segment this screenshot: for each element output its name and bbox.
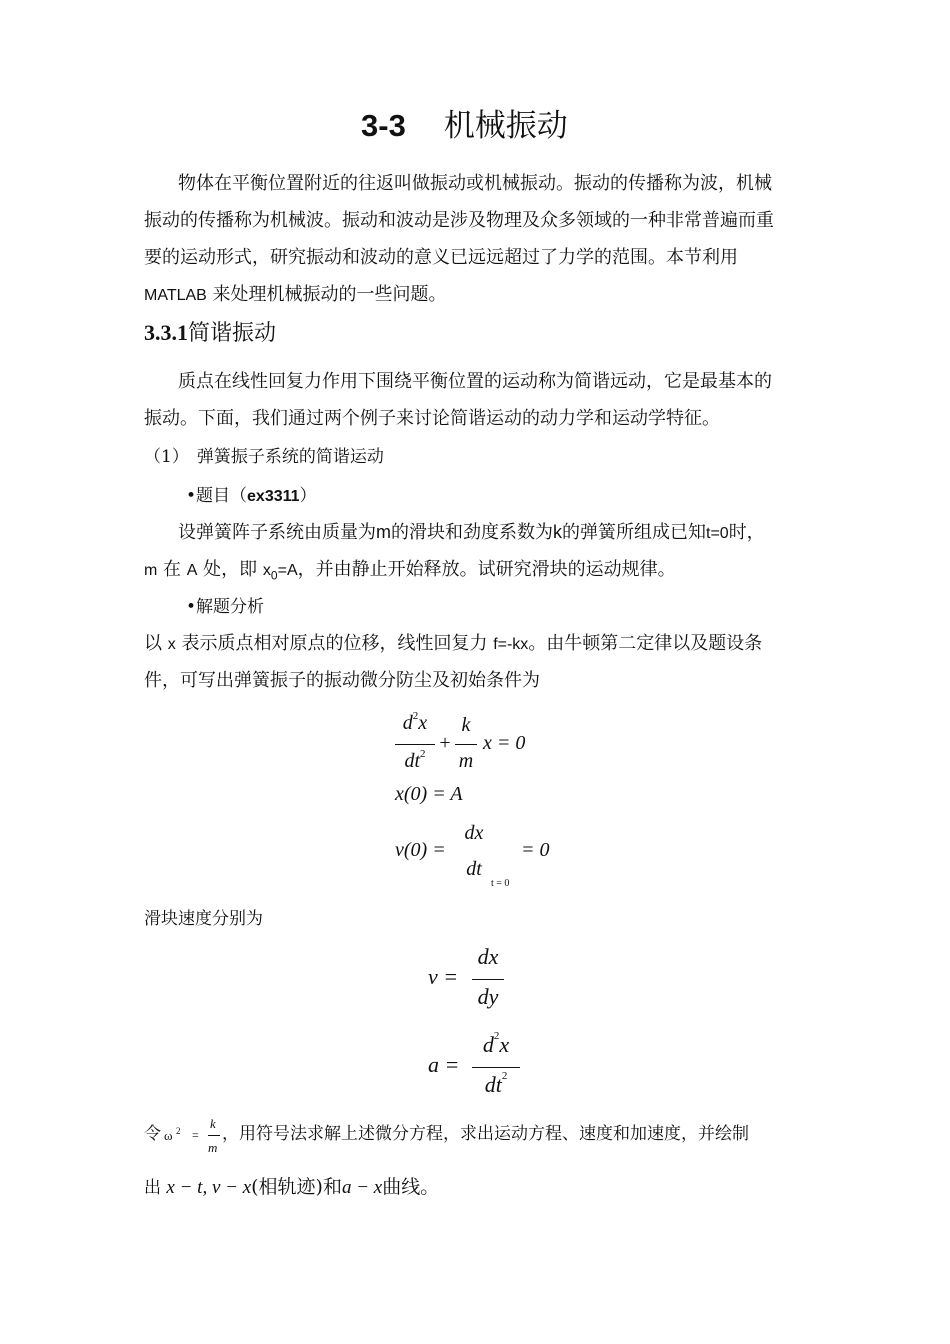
section-number: 3.3.1	[144, 320, 188, 345]
matlab-word: MATLAB	[144, 287, 207, 304]
problem-label: 题目（	[196, 486, 248, 506]
intro-line-2: 振动的传播称为机械波。振动和波动是涉及物理及众多领域的一种非常普遍而重	[144, 210, 774, 231]
analysis-line-2: 件，可写出弹簧振子的振动微分防尘及初始条件为	[144, 670, 540, 691]
analysis-heading	[186, 595, 264, 619]
eq4-den: dy	[477, 984, 499, 1009]
eq5-bar	[472, 1067, 520, 1068]
title-number: 3-3	[361, 108, 406, 143]
var-m2: m	[144, 562, 158, 579]
analysis-label: 解题分析	[196, 597, 265, 617]
eq1-m: m	[458, 750, 474, 772]
problem-text-2h: ，并由静止开始释放。试研究滑块的运动规律。	[297, 559, 676, 580]
eq5-den: $dt^2$	[484, 1070, 508, 1097]
omega-eq: =	[192, 1128, 199, 1142]
var-A: A	[186, 562, 198, 579]
title-text: 机械振动	[443, 108, 568, 144]
last-line-2	[144, 1175, 439, 1200]
last-text-a: 令	[144, 1124, 161, 1144]
analysis-text-e: 。由牛顿第二定律以及题设条	[528, 633, 763, 654]
problem-line-1	[178, 520, 765, 546]
intro-line-3: 要的运动形式，研究振动和波动的意义已远远超过了力学的范围。本节利用	[144, 247, 738, 268]
equation-4	[428, 944, 548, 1014]
var-eqA: =A	[277, 562, 298, 579]
problem-text-c: 的滑块和劲度系数为	[391, 522, 553, 543]
last-line-1	[144, 1122, 161, 1146]
para2-line-1: 质点在线性回复力作用下围绕平衡位置的运动称为简谐远动，它是最基本的	[178, 371, 772, 392]
eq1-bar-2	[455, 744, 477, 745]
omega-sup: 2	[176, 1126, 181, 1136]
last-line-1b: ，用符号法求解上述微分方程，求出运动方程、速度和加速度，并绘制	[222, 1124, 749, 1144]
bullet-icon: •	[186, 486, 197, 506]
var-t0: t=0	[706, 525, 729, 542]
eq1-denominator: $dt^2$	[404, 748, 426, 772]
problem-close: ）	[299, 486, 317, 506]
last-text-2a: 出	[144, 1178, 161, 1198]
eq3-subscript: t = 0	[491, 878, 510, 889]
eq3-den: dt	[466, 858, 482, 880]
eq5-lhs: a =	[428, 1052, 460, 1077]
var-k: k	[553, 522, 562, 542]
eq3-num: dx	[464, 822, 484, 844]
intro-line-4-text: 来处理机械振动的一些问题。	[206, 284, 447, 305]
eq4-bar	[472, 979, 504, 980]
problem-text-a: 设弹簧阵子系统由质量为	[178, 522, 376, 543]
problem-text-e: 的弹簧所组成已知	[562, 522, 706, 543]
analysis-text-a: 以	[144, 633, 168, 654]
omega-k: k	[210, 1116, 216, 1131]
curve-text: 曲线。	[382, 1176, 440, 1198]
eq3-lhs: v(0) =	[395, 839, 446, 861]
omega-m: m	[208, 1140, 218, 1155]
problem-text-g: 时，	[728, 522, 765, 543]
force-formula: f=-kx	[493, 636, 529, 653]
var-m: m	[376, 522, 391, 542]
problem-text-2d: 处，即	[197, 559, 263, 580]
var-x-subscript: 0	[270, 568, 278, 583]
var-x: x	[262, 562, 271, 579]
analysis-line-1	[144, 632, 762, 657]
velocity-text: 滑块速度分别为	[144, 909, 263, 929]
eq4-lhs: v =	[428, 964, 459, 989]
eq1-plus: +	[439, 732, 451, 754]
var-x-analysis: x	[167, 636, 176, 653]
para2-line-2: 振动。下面，我们通过两个例子来讨论简谐运动的动力学和运动学特征。	[144, 408, 720, 429]
item-1	[144, 445, 384, 469]
eq4-num: dx	[477, 944, 499, 969]
xt-vx-expr: x − t, v − x	[166, 1177, 252, 1198]
section-heading	[144, 318, 276, 349]
omega-symbol: ω	[164, 1128, 173, 1143]
eq1-bar-1	[395, 744, 435, 745]
eq1-tail: x = 0	[483, 732, 526, 754]
ax-expr: a − x	[341, 1177, 383, 1198]
page-title	[361, 106, 568, 146]
analysis-text-c: 表示质点相对原点的位移，线性回复力	[175, 633, 494, 654]
section-title: 简谐振动	[188, 321, 277, 346]
eq3-rhs: = 0	[521, 839, 550, 861]
equation-3	[395, 822, 595, 894]
phase-trajectory-text: (相轨迹)和	[251, 1176, 342, 1198]
problem-text-2b: 在	[157, 559, 187, 580]
problem-line-2	[144, 558, 676, 588]
omega-expression	[164, 1118, 224, 1162]
equation-5	[428, 1032, 568, 1102]
item-1-text: 弹簧振子系统的简谐运动	[196, 447, 384, 467]
eq1-k: k	[461, 714, 471, 736]
omega-bar	[208, 1135, 220, 1136]
intro-line-4	[144, 283, 447, 308]
eq1-numerator: $d^2x$	[402, 710, 428, 734]
intro-line-1: 物体在平衡位置附近的往返叫做振动或机械振动。振动的传播称为波，机械	[178, 173, 772, 194]
item-1-marker: （1）	[144, 447, 189, 467]
equation-1	[395, 712, 595, 776]
bullet-icon: •	[186, 597, 197, 617]
equation-2: x(0) = A	[395, 783, 463, 805]
eq5-num: $d^2x$	[482, 1030, 510, 1057]
problem-heading	[186, 484, 317, 509]
problem-code: ex3311	[247, 488, 300, 505]
